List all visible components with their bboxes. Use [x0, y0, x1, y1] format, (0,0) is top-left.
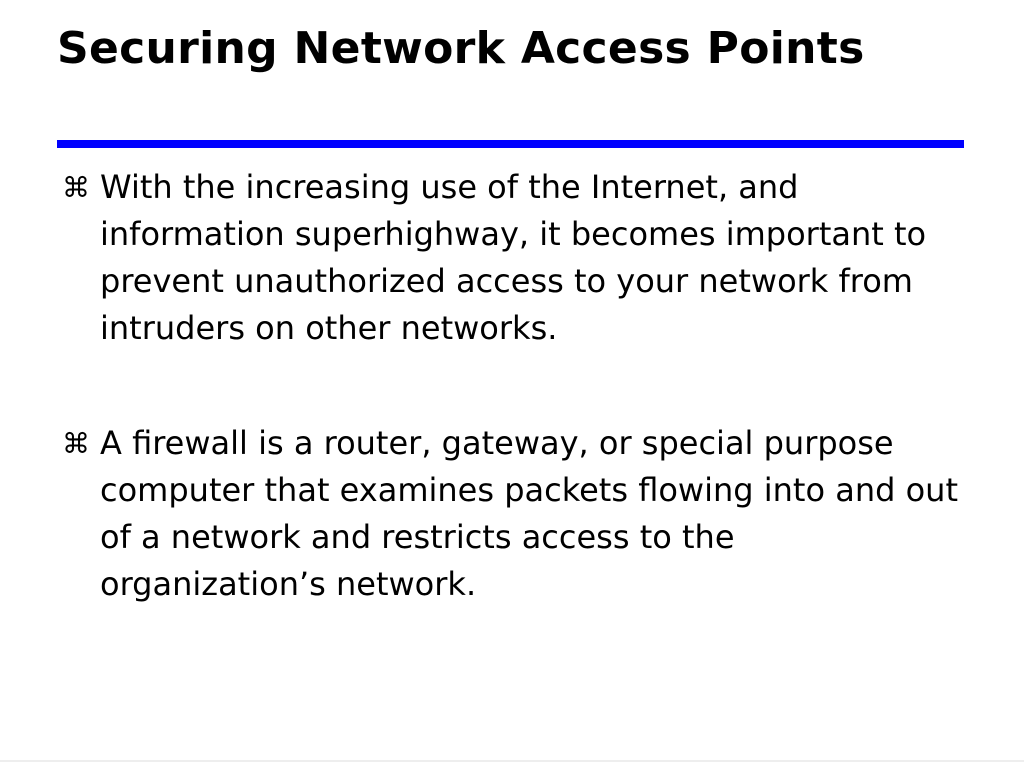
title-underline [57, 140, 964, 148]
slide-title: Securing Network Access Points [57, 23, 865, 74]
bullet-item [62, 164, 962, 352]
command-symbol-icon: ⌘ [62, 171, 90, 204]
bullet-text: A firewall is a router, gateway, or special purpose computer that examines packets flowing into and out of a network and restricts access to the organization’s network. [100, 424, 958, 603]
bullet-item [62, 420, 962, 608]
footer-divider [0, 760, 1024, 762]
command-symbol-icon: ⌘ [62, 427, 90, 460]
bullet-list [62, 164, 962, 608]
bullet-text: With the increasing use of the Internet, and information superhighway, it becomes important to prevent unauthorized access to your network from intruders on other networks. [100, 168, 927, 347]
